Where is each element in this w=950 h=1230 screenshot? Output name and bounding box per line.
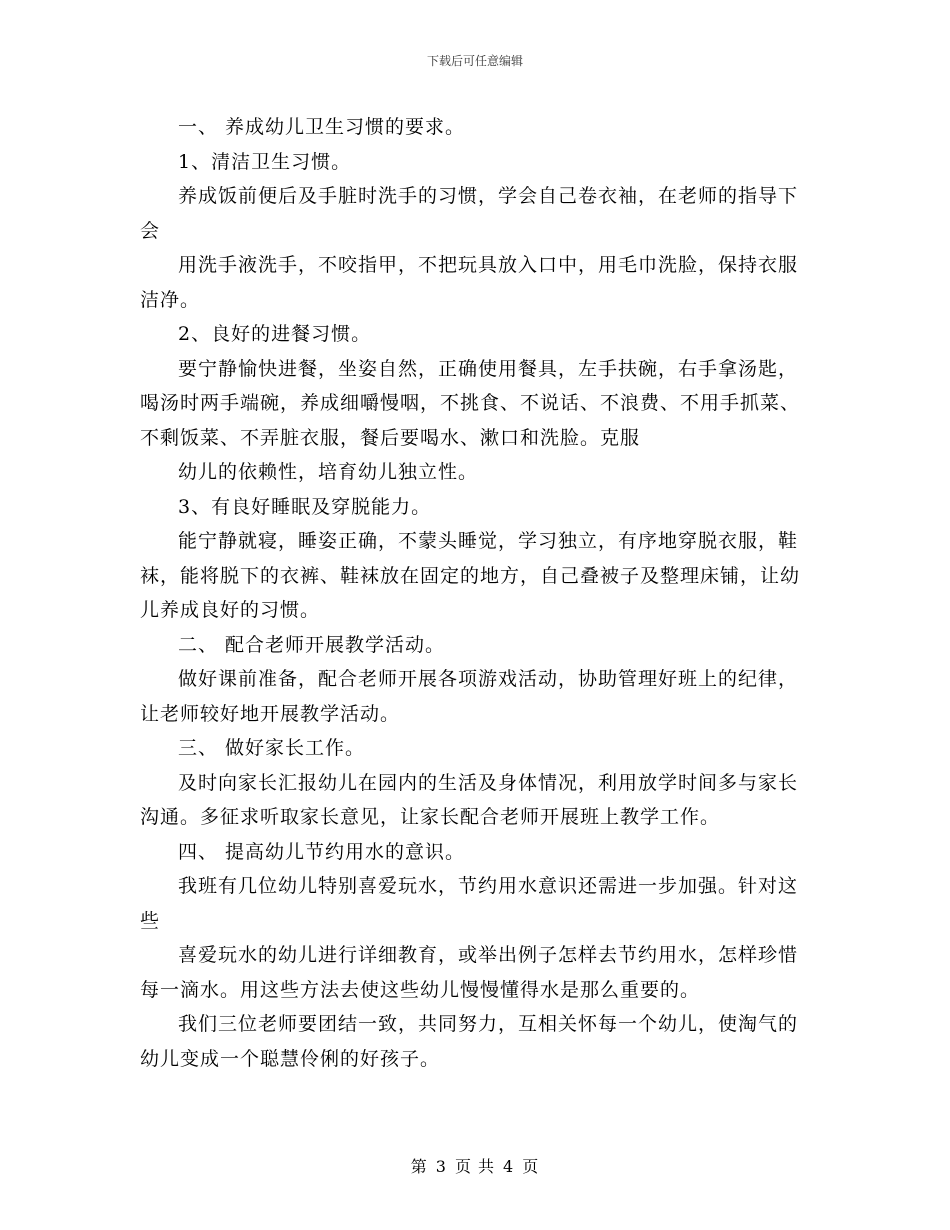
paragraph: 及时向家长汇报幼儿在园内的生活及身体情况，利用放学时间多与家长沟通。多征求听取家长意见，让家长配合老师开展班上教学工作。	[140, 771, 799, 828]
subheading-1: 1、清洁卫生习惯。	[178, 150, 352, 173]
section-heading-4: 四、 提高幼儿节约用水的意识。	[178, 840, 466, 863]
page-current: 3	[435, 1157, 447, 1176]
page-header: 下载后可任意编辑	[426, 54, 523, 68]
paragraph: 要宁静愉快进餐，坐姿自然，正确使用餐具，左手扶碗，右手拿汤匙，喝汤时两手端碗，养成细嚼慢咽，不挑食、不说话、不浪费、不用手抓菜、不剩饭菜、不弄脏衣服，餐后要喝水、漱口和洗脸。克服	[140, 357, 801, 449]
paragraph: 幼儿的依赖性，培育幼儿独立性。	[178, 461, 479, 483]
section-heading-3: 三、 做好家长工作。	[178, 737, 366, 759]
paragraph: 能宁静就寝，睡姿正确，不蒙头睡觉，学习独立，有序地穿脱衣服，鞋袜，能将脱下的衣裤、鞋袜放在固定的地方，自己叠被子及整理床铺，让幼儿养成良好的习惯。	[140, 530, 801, 621]
paragraph: 我们三位老师要团结一致，共同努力，互相关怀每一个幼儿，使淘气的幼儿变成一个聪慧伶俐的好孩子。	[140, 1013, 799, 1070]
paragraph: 喜爱玩水的幼儿进行详细教育，或举出例子怎样去节约用水，怎样珍惜每一滴水。用这些方法去使这些幼儿慢慢懂得水是那么重要的。	[140, 944, 799, 1001]
paragraph: 养成饭前便后及手脏时洗手的习惯，学会自己卷衣袖，在老师的指导下会	[140, 185, 799, 242]
page-footer	[0, 1154, 950, 1177]
subheading-2: 2、良好的进餐习惯。	[178, 323, 372, 345]
subheading-3: 3、有良好睡眠及穿脱能力。	[178, 495, 432, 518]
page-label: 第	[410, 1157, 428, 1176]
page-end: 页	[522, 1157, 540, 1176]
document-body	[140, 110, 815, 1076]
paragraph: 用洗手液洗手，不咬指甲，不把玩具放入口中，用毛巾洗脸，保持衣服洁净。	[140, 254, 799, 311]
section-heading-2: 二、 配合老师开展教学活动。	[178, 633, 446, 656]
paragraph: 我班有几位幼儿特别喜爱玩水，节约用水意识还需进一步加强。针对这些	[140, 875, 799, 932]
paragraph: 做好课前准备，配合老师开展各项游戏活动，协助管理好班上的纪律，让老师较好地开展教学活动。	[140, 668, 799, 725]
section-heading-1: 一、 养成幼儿卫生习惯的要求。	[178, 116, 466, 138]
page-mid: 页 共	[454, 1157, 496, 1176]
page-total: 4	[503, 1157, 515, 1176]
